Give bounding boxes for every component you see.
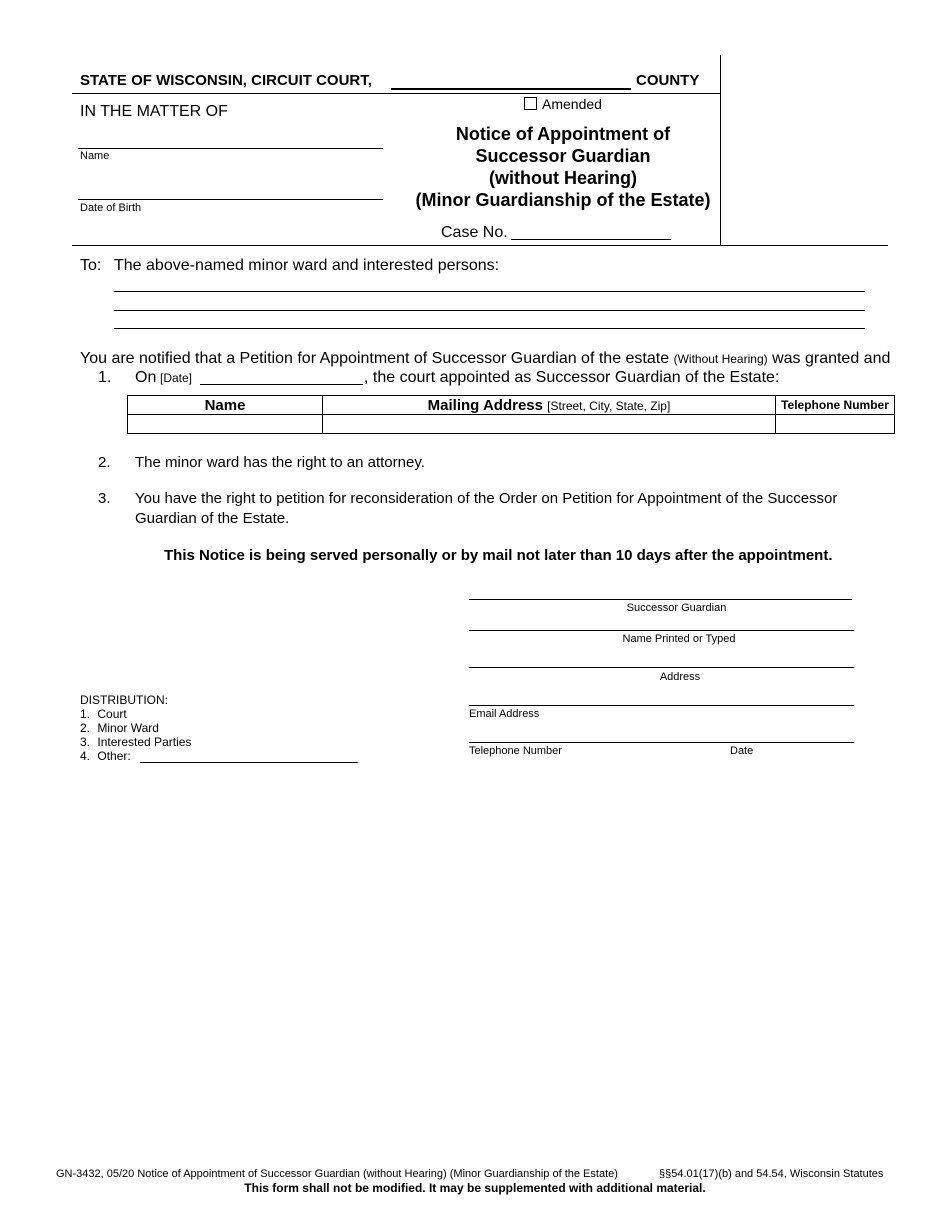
notified-text-a: You are notified that a Petition for Appointment of Successor Guardian of the estate xyxy=(80,350,670,367)
footer-notice: This form shall not be modified. It may be supplemented with additional material. xyxy=(244,1181,706,1195)
caption-bottom-rule xyxy=(72,245,888,246)
phone-date-line[interactable] xyxy=(469,742,854,743)
item-3-text-line-2: Guardian of the Estate. xyxy=(135,510,290,527)
item-1-text: , the court appointed as Successor Guardian of the Estate: xyxy=(364,369,780,386)
distribution-num: 4. xyxy=(80,749,91,763)
amended-checkbox[interactable] xyxy=(524,97,537,110)
appointee-table xyxy=(127,395,895,434)
distribution-item xyxy=(80,749,131,763)
distribution-label: Other: xyxy=(97,749,131,763)
service-notice: This Notice is being served personally or by mail not later than 10 days after the appointment. xyxy=(164,547,833,564)
distribution-item xyxy=(80,707,127,721)
header-rule xyxy=(72,93,720,94)
address-line[interactable] xyxy=(469,667,854,668)
amended-label: Amended xyxy=(542,96,602,112)
case-no-field[interactable] xyxy=(511,239,671,240)
appointee-row xyxy=(128,415,895,434)
dob-field[interactable] xyxy=(78,199,383,200)
distribution-num: 3. xyxy=(80,735,91,749)
address-label: Address xyxy=(659,671,701,683)
col-address-note: [Street, City, State, Zip] xyxy=(547,398,671,413)
col-address-label: Mailing Address xyxy=(427,396,543,414)
distribution-label: Interested Parties xyxy=(97,735,192,749)
appointee-address-cell[interactable] xyxy=(323,415,776,434)
signature-line[interactable] xyxy=(469,599,852,600)
col-phone: Telephone Number xyxy=(776,396,895,415)
form-title-line-1: Notice of Appointment of xyxy=(455,124,671,144)
recipient-line-3[interactable] xyxy=(114,328,865,329)
name-printed-label: Name Printed or Typed xyxy=(622,633,736,645)
distribution-num: 1. xyxy=(80,707,91,721)
name-printed-line[interactable] xyxy=(469,630,854,631)
item-2-text: The minor ward has the right to an attorney. xyxy=(135,454,425,471)
notified-text-b: was granted and xyxy=(772,350,891,367)
recipient-line-1[interactable] xyxy=(114,291,865,292)
appointee-table-header xyxy=(128,396,895,415)
successor-guardian-label: Successor Guardian xyxy=(626,602,727,614)
form-title-line-4: (Minor Guardianship of the Estate) xyxy=(415,190,711,210)
name-field[interactable] xyxy=(78,148,383,149)
recipient-line-2[interactable] xyxy=(114,310,865,311)
distribution-label: Court xyxy=(97,707,127,721)
col-name: Name xyxy=(128,396,323,415)
distribution-item xyxy=(80,721,159,735)
item-1-on: On xyxy=(135,369,157,386)
notified-small: (Without Hearing) xyxy=(673,352,768,366)
distribution-other-field[interactable] xyxy=(140,762,358,763)
appointment-date-field[interactable] xyxy=(200,384,363,385)
col-address xyxy=(323,396,776,415)
email-label: Email Address xyxy=(469,708,540,720)
notified-paragraph xyxy=(80,350,890,368)
form-title-line-3: (without Hearing) xyxy=(489,168,637,188)
appointee-name-cell[interactable] xyxy=(128,415,323,434)
footer-form-id: GN-3432, 05/20 Notice of Appointment of Successor Guardian (without Hearing) (Minor Guardianship of the Estate) xyxy=(56,1168,618,1180)
footer-statutes: §§54.01(17)(b) and 54.54, Wisconsin Statutes xyxy=(659,1168,884,1180)
case-no-label: Case No. xyxy=(441,224,508,241)
form-title-line-2: Successor Guardian xyxy=(475,146,651,166)
dob-label: Date of Birth xyxy=(80,202,142,214)
to-label: To: xyxy=(80,257,102,274)
court-caption: STATE OF WISCONSIN, CIRCUIT COURT, xyxy=(80,72,372,89)
telephone-label: Telephone Number xyxy=(469,745,562,757)
county-label: COUNTY xyxy=(636,72,700,89)
item-3-number: 3. xyxy=(98,490,111,507)
distribution-num: 2. xyxy=(80,721,91,735)
distribution-heading: DISTRIBUTION: xyxy=(80,693,169,707)
to-text: The above-named minor ward and interested persons: xyxy=(114,257,500,274)
item-3-text-line-1: You have the right to petition for reconsideration of the Order on Petition for Appointment of the Successor xyxy=(135,490,838,507)
appointee-phone-cell[interactable] xyxy=(776,415,895,434)
distribution-label: Minor Ward xyxy=(97,721,159,735)
distribution-item xyxy=(80,735,191,749)
item-1-number: 1. xyxy=(98,369,112,386)
name-label: Name xyxy=(80,150,110,162)
matter-label: IN THE MATTER OF xyxy=(80,103,228,120)
email-line[interactable] xyxy=(469,705,854,706)
amended-checkbox-row[interactable] xyxy=(524,96,602,112)
date-label: Date xyxy=(730,745,754,757)
county-field[interactable] xyxy=(391,88,631,90)
item-1-date-label: [Date] xyxy=(160,371,193,385)
item-2-number: 2. xyxy=(98,454,111,471)
